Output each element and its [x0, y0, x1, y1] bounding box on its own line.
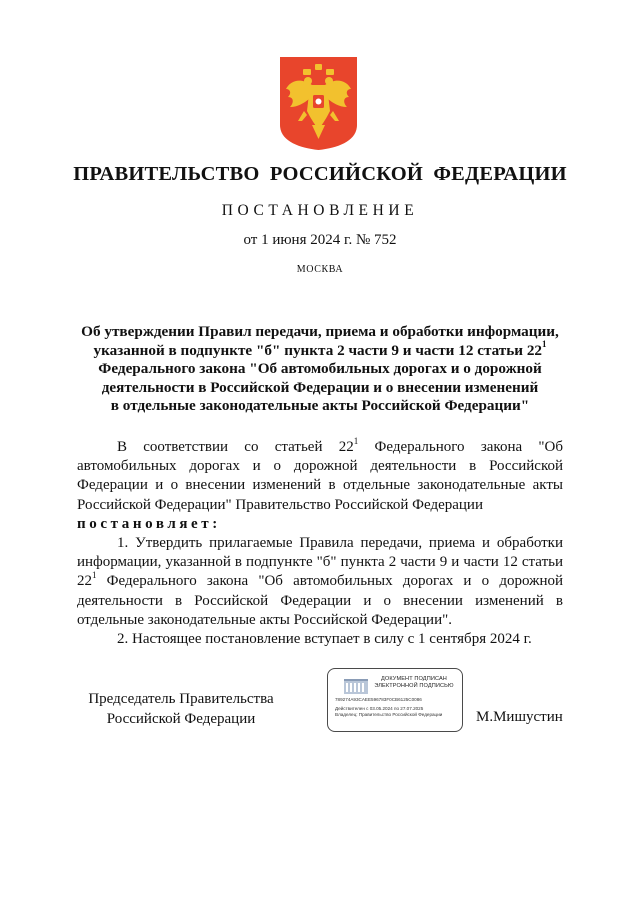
electronic-signature-stamp — [327, 668, 463, 732]
subject-line: в отдельные законодательные акты Российской Федерации" — [110, 397, 530, 414]
document-type: ПОСТАНОВЛЕНИЕ — [221, 202, 419, 219]
building-icon — [343, 678, 369, 695]
subject-line: Федерального закона "Об автомобильных дорогах и о дорожной — [98, 360, 542, 377]
subject-line: деятельности в Российской Федерации и о внесении изменений — [101, 378, 539, 396]
government-title: ПРАВИТЕЛЬСТВО РОССИЙСКОЙ ФЕДЕРАЦИИ — [73, 163, 567, 185]
esign-owner: Владелец: Правительство Российской Федерации — [335, 712, 443, 717]
signatory-name: М.Мишустин — [476, 709, 563, 725]
signatory-position: Председатель Правительства Российской Федерации — [88, 691, 274, 727]
subject-line: указанной в подпункте "б" пункта 2 части 9 и части 12 статьи $22^1$ — [93, 339, 547, 359]
intro-paragraph: В соответствии со статьей $22^1$ Федерального закона "Об автомобильных дорогах и о дорожной деятельности в Российской Федерации и о внесении изменений в отдельные законодательные акты Российской Федерации" Правительство Российской Федерации — [77, 436, 563, 513]
document-body — [77, 438, 563, 649]
subject-line: Об утверждении Правил передачи, приема и обработки информации, — [81, 323, 559, 340]
esign-heading: ДОКУМЕНТ ПОДПИСАН ЭЛЕКТРОННОЙ ПОДПИСЬЮ — [374, 676, 454, 690]
decree-word: постановляет: — [77, 515, 221, 532]
document-date-number: от 1 июня 2024 г. № 752 — [243, 232, 397, 248]
esign-certificate: 789274A93CAEE596783F0CB6125C0086 — [335, 697, 422, 702]
document-city: МОСКВА — [296, 264, 344, 275]
coat-of-arms-icon — [278, 55, 359, 152]
esign-validity: Действителен с 03.05.2024 по 27.07.2025 — [335, 706, 424, 711]
item-2-paragraph: 2. Настоящее постановление вступает в силу с 1 сентября 2024 г. — [117, 631, 532, 648]
item-1-paragraph: 1. Утвердить прилагаемые Правила передачи, приема и обработки информации, указанной в подпункте "б" пункта 2 части 9 и части 12 статьи $22^1$ Федерального закона "Об автомобильных дорогах и о дорожной деятельности в Российской Федерации и о внесении изменений в отдельные законодательные акты Российской Федерации". — [77, 535, 563, 628]
document-subject — [70, 323, 570, 416]
